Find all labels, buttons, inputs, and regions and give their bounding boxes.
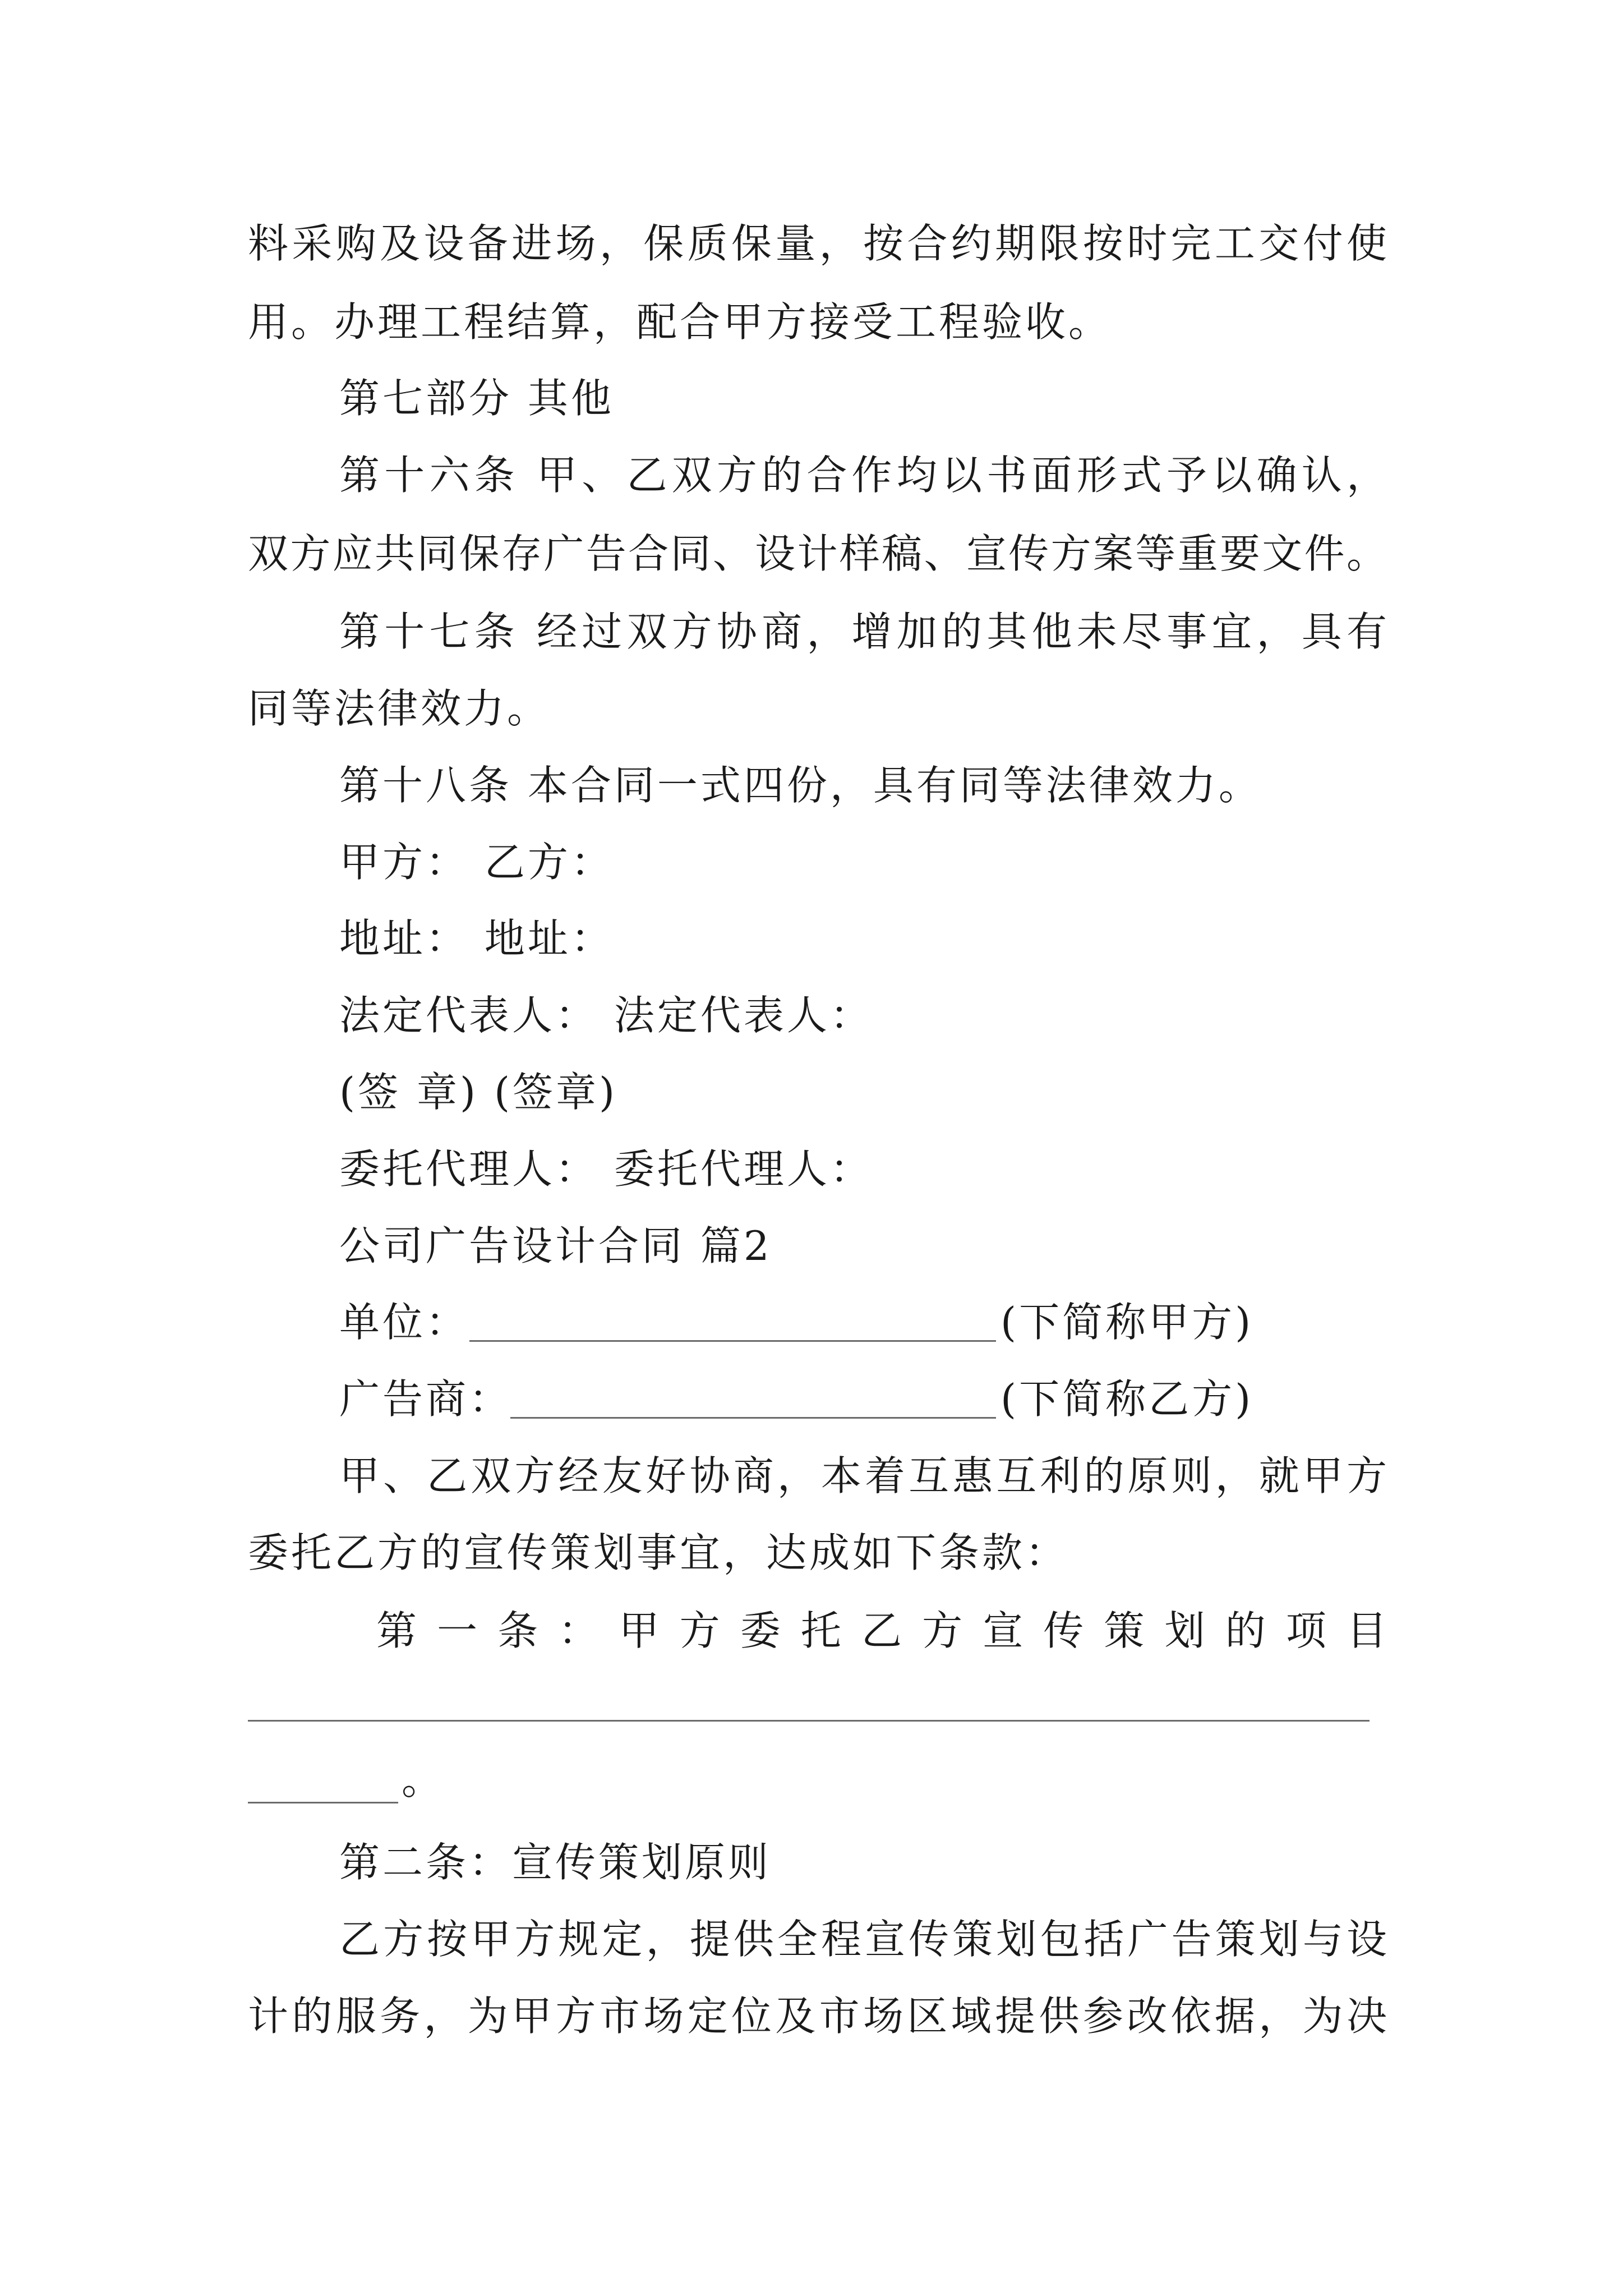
party-b-blank-line: [510, 1417, 996, 1419]
article-18-line: 第十八条 本合同一式四份，具有同等法律效力。: [339, 762, 1262, 809]
signature-legal-rep-line: 法定代表人： 法定代表人：: [339, 992, 873, 1039]
article-2-heading: 第二条：宣传策划原则: [339, 1839, 772, 1886]
article-1-blank-line: [248, 1720, 1370, 1722]
signature-parties-line: 甲方： 乙方：: [339, 839, 614, 886]
party-b-suffix: (下简称乙方): [1000, 1375, 1254, 1423]
party-a-suffix: (下简称甲方): [1000, 1299, 1254, 1346]
article-2-body-line: 乙方按甲方规定，提供全程宣传策划包括广告策划与设: [339, 1916, 1391, 1963]
article-2-body-line: 计的服务，为甲方市场定位及市场区域提供参改依据，为决: [248, 1993, 1391, 2040]
preamble-line: 委托乙方的宣传策划事宜，达成如下条款：: [248, 1529, 1069, 1576]
party-a-blank-line: [469, 1340, 996, 1342]
article-1-blank-line-short: [248, 1802, 398, 1803]
article-1-end-mark: 。: [402, 1756, 445, 1803]
signature-agent-line: 委托代理人： 委托代理人：: [339, 1145, 873, 1193]
party-b-label: 广告商：: [339, 1375, 513, 1423]
article-16-line: 双方应共同保存广告合同、设计样稿、宣传方案等重要文件。: [248, 530, 1389, 577]
paragraph-line: 用。办理工程结算，配合甲方接受工程验收。: [248, 298, 1112, 346]
contract-title: 公司广告设计合同 篇2: [339, 1222, 772, 1269]
article-17-line: 同等法律效力。: [248, 685, 551, 732]
article-1-line: 第一条：甲方委托乙方宣传策划的项目: [376, 1607, 1408, 1654]
preamble-line: 甲、乙双方经友好协商，本着互惠互利的原则，就甲方: [339, 1452, 1391, 1499]
signature-seal-line: (签 章) (签章): [339, 1069, 618, 1116]
section-heading: 第七部分 其他: [339, 375, 614, 422]
article-17-line: 第十七条 经过双方协商，增加的其他未尽事宜，具有: [339, 608, 1392, 655]
paragraph-line: 料采购及设备进场，保质保量，按合约期限按时完工交付使: [248, 220, 1391, 267]
party-a-label: 单位：: [339, 1299, 469, 1346]
signature-address-line: 地址： 地址：: [339, 915, 614, 962]
article-16-line: 第十六条 甲、乙双方的合作均以书面形式予以确认，: [339, 452, 1392, 499]
